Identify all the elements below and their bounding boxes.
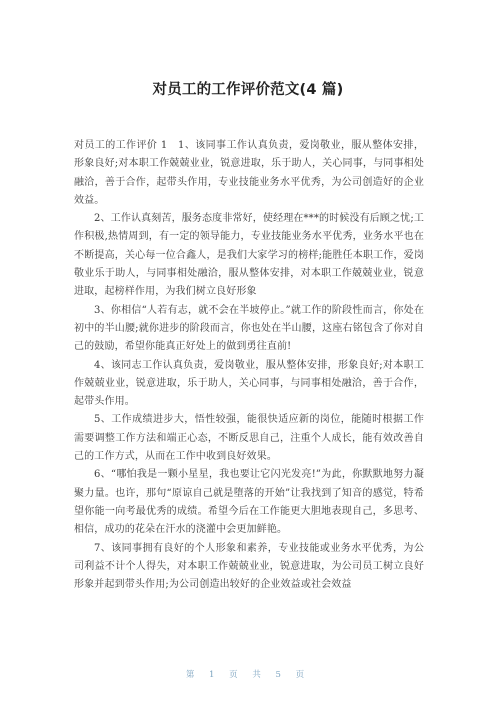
paragraph-1: 对员工的工作评价 1 1、该同事工作认真负责，爱岗敬业，服从整体安排，形象良好;对本职工作兢兢业业，锐意进取，乐于助人，关心同事，与同事相处融洽，善于合作，起带头作用，专业技能业务水平优秀，为公司创造好的企业效益。	[74, 140, 424, 206]
page-footer: 第 1 页 共 5 页	[185, 670, 311, 680]
paragraph-7: 7、该同事拥有良好的个人形象和素养，专业技能或业务水平优秀，为公司利益不计个人得失，对本职工作兢兢业业，锐意进取，为公司员工树立良好形象并起到带头作用;为公司创造出较好的企业效益或社会效益	[74, 542, 424, 591]
document-title: 对员工的工作评价范文(4 篇)	[152, 82, 344, 98]
document-body	[74, 137, 424, 594]
paragraph-2: 2、工作认真刻苦，服务态度非常好，使经理在***的时候没有后顾之忧;工作积极,热情周到，有一定的领导能力，专业技能业务水平优秀，业务水平也在不断提高，关心每一位合鑫人，是我们大家学习的榜样;能胜任本职工作，爱岗敬业乐于助人，与同事相处融洽，服从整体安排，对本职工作兢兢业业，锐意进取，起榜样作用，为我们树立良好形象	[74, 213, 424, 298]
paragraph-3: 3、你相信“人若有志，就不会在半坡停止。”就工作的阶段性而言，你处在初中的半山腰;就你进步的阶段而言，你也处在半山腰，这座右铭包含了你对自己的鼓励，希望你能真正好处上的做到勇往直前!	[74, 304, 424, 353]
paragraph-5: 5、工作成绩进步大，悟性较强，能很快适应新的岗位，能随时根据工作需要调整工作方法和端正心态，不断反思自己，注重个人成长，能有效改善自己的工作方式，从而在工作中收到良好效果。	[74, 414, 424, 463]
paragraph-6: 6、“哪怕我是一颗小星星，我也要让它闪光发亮!”为此，你默默地努力凝聚力量。也许，那句“原谅自己就是堕落的开始”让我找到了知音的感觉，特希望你能一向考最优秀的成绩。希望今后在工作能更大胆地表现自己，多思考、相信，成功的花朵在汗水的浇灌中会更加鲜艳。	[74, 469, 424, 536]
paragraph-4: 4、该同志工作认真负责，爱岗敬业，服从整体安排，形象良好;对本职工作兢兢业业，锐意进取，乐于助人，关心同事，与同事相处融洽，善于合作，起带头作用。	[74, 359, 424, 408]
